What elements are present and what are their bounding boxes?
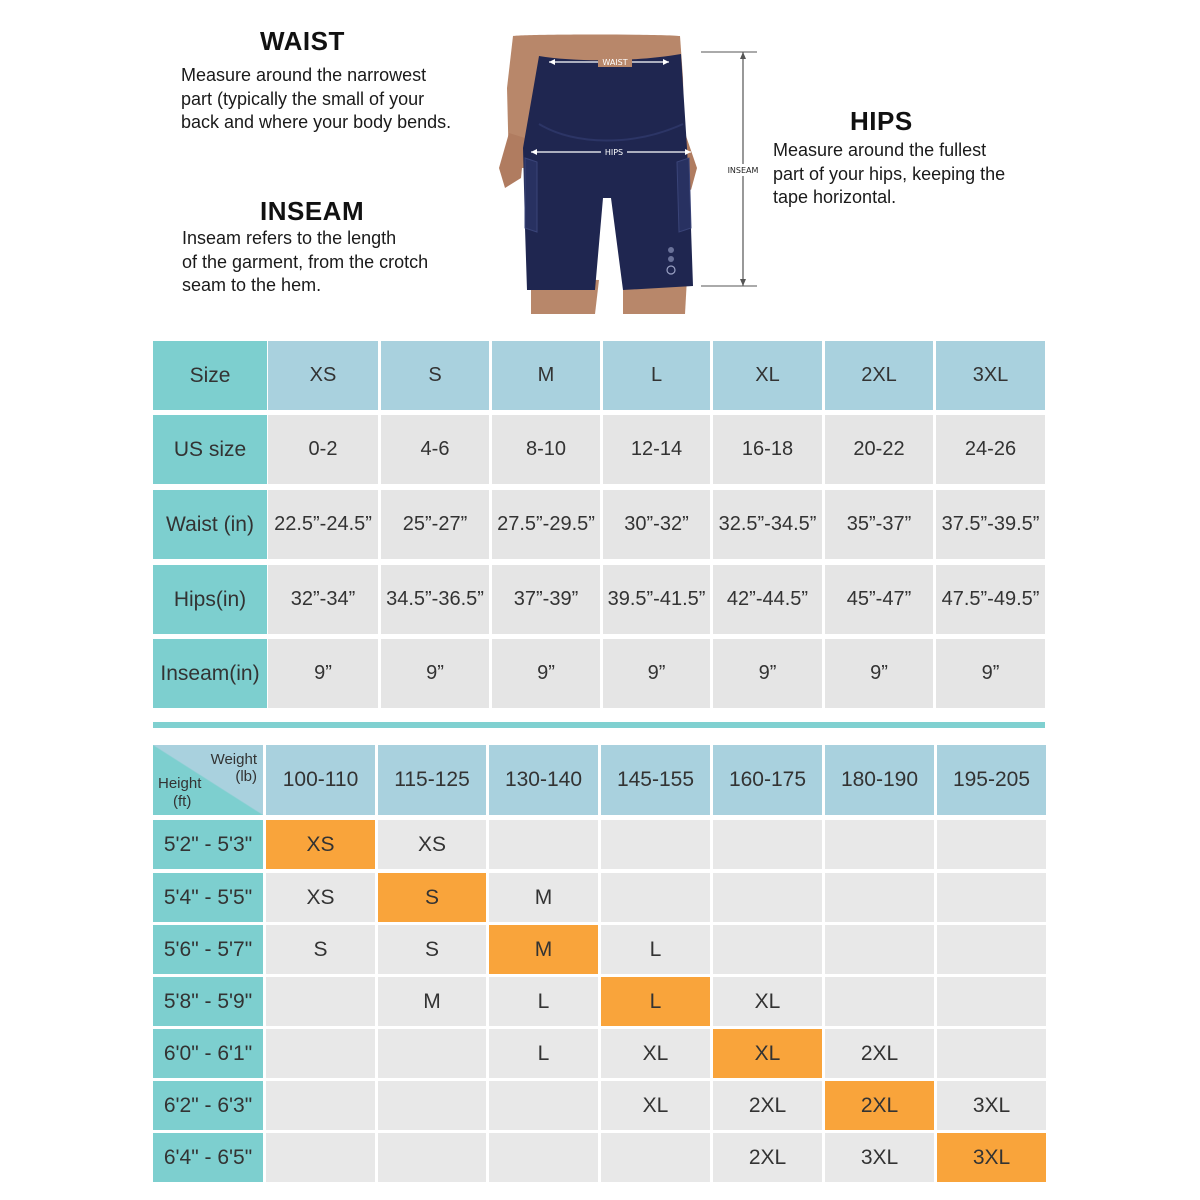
- waist-description: [181, 64, 451, 135]
- left-hand: [499, 133, 525, 188]
- corner-weight-label: Weight: [210, 751, 257, 768]
- shorts: [523, 54, 693, 290]
- waist-figure-label: WAIST: [602, 58, 628, 67]
- fit-table-cell: 2XL: [713, 1081, 822, 1130]
- fit-table-cell: [266, 1133, 375, 1182]
- shorts-figure: [495, 28, 775, 318]
- corner-height-label: Height: [158, 775, 202, 792]
- hips-figure-label: HIPS: [604, 148, 624, 157]
- fit-table-cell: [825, 977, 934, 1026]
- height-row-label: 5'2" - 5'3": [153, 820, 263, 869]
- height-row-label: 6'4" - 6'5": [153, 1133, 263, 1182]
- waist-line-1: Measure around the narrowest: [181, 65, 427, 85]
- fit-table-cell: [825, 820, 934, 869]
- size-row-label: Inseam(in): [153, 639, 267, 708]
- fit-table-cell: [937, 820, 1046, 869]
- hips-line-2: part of your hips, keeping the: [773, 163, 1006, 184]
- hips-heading: HIPS: [850, 106, 913, 136]
- height-row-label: 5'4" - 5'5": [153, 873, 263, 922]
- fit-table-cell: 2XL: [825, 1029, 934, 1078]
- size-header-cell: 2XL: [825, 341, 933, 410]
- fit-table-cell: [825, 925, 934, 974]
- waist-line-3: back and where your body bends.: [181, 112, 452, 132]
- size-header-cell: XL: [713, 341, 822, 410]
- fit-table-cell: XL: [601, 1081, 710, 1130]
- fit-table-cell: [713, 873, 822, 922]
- height-row-label: 5'6" - 5'7": [153, 925, 263, 974]
- weight-header-cell: 100-110: [266, 745, 375, 815]
- recommended-size-cell: S: [378, 873, 486, 922]
- fit-table-cell: 2XL: [713, 1133, 822, 1182]
- corner-height-unit: (ft): [173, 793, 192, 810]
- fit-table-cell: L: [601, 925, 710, 974]
- fit-table-cell: [378, 1029, 486, 1078]
- fit-table-cell: [266, 1081, 375, 1130]
- inseam-line-3: seam to the hem.: [182, 275, 322, 295]
- recommended-size-cell: XL: [713, 1029, 822, 1078]
- weight-header-cell: 160-175: [713, 745, 822, 815]
- size-table-cell: 9”: [381, 639, 489, 708]
- fit-table-cell: [937, 977, 1046, 1026]
- fit-table-cell: XS: [378, 820, 486, 869]
- fit-table-cell: 3XL: [937, 1081, 1046, 1130]
- weight-header-cell: 115-125: [378, 745, 486, 815]
- size-table-cell: 39.5”-41.5”: [603, 565, 710, 634]
- hips-line-3: tape horizontal.: [773, 187, 897, 207]
- logo-dot-2: [668, 256, 674, 262]
- size-table-cell: 37”-39”: [492, 565, 600, 634]
- waist-line-2: part (typically the small of your: [181, 88, 425, 109]
- size-table-cell: 9”: [268, 639, 378, 708]
- size-table-cell: 12-14: [603, 415, 710, 484]
- fit-table-cell: M: [378, 977, 486, 1026]
- fit-table-cell: [489, 1133, 598, 1182]
- fit-table-cell: [601, 873, 710, 922]
- fit-table-cell: [378, 1133, 486, 1182]
- fit-table-cell: [937, 873, 1046, 922]
- logo-dot-1: [668, 247, 674, 253]
- fit-table-cell: [937, 925, 1046, 974]
- hips-description: [773, 139, 1005, 210]
- size-header-cell: XS: [268, 341, 378, 410]
- size-header-cell: 3XL: [936, 341, 1045, 410]
- recommended-size-cell: 3XL: [937, 1133, 1046, 1182]
- inseam-line-2: of the garment, from the crotch: [182, 251, 429, 272]
- fit-table-corner: [153, 745, 263, 815]
- size-table-cell: 9”: [603, 639, 710, 708]
- fit-table-cell: S: [378, 925, 486, 974]
- weight-header-cell: 130-140: [489, 745, 598, 815]
- size-table-cell: 35”-37”: [825, 490, 933, 559]
- height-row-label: 6'0" - 6'1": [153, 1029, 263, 1078]
- size-table-cell: 16-18: [713, 415, 822, 484]
- waist-heading: WAIST: [260, 26, 345, 56]
- size-table-cell: 32.5”-34.5”: [713, 490, 822, 559]
- fit-table-cell: XL: [713, 977, 822, 1026]
- size-table-cell: 30”-32”: [603, 490, 710, 559]
- fit-table-cell: [489, 820, 598, 869]
- fit-table-cell: [601, 820, 710, 869]
- left-pocket: [525, 158, 537, 232]
- size-table-cell: 27.5”-29.5”: [492, 490, 600, 559]
- fit-table-cell: XS: [266, 873, 375, 922]
- inseam-heading: INSEAM: [260, 196, 365, 226]
- inseam-figure-label: INSEAM: [727, 166, 759, 175]
- size-row-label: US size: [153, 415, 267, 484]
- fit-table-cell: L: [489, 1029, 598, 1078]
- size-header-cell: L: [603, 341, 710, 410]
- size-header-cell: S: [381, 341, 489, 410]
- fit-table-cell: L: [489, 977, 598, 1026]
- hips-line-1: Measure around the fullest: [773, 140, 987, 160]
- size-header-cell: M: [492, 341, 600, 410]
- size-table-cell: 34.5”-36.5”: [381, 565, 489, 634]
- inseam-line-1: Inseam refers to the length: [182, 228, 397, 248]
- size-table-cell: 47.5”-49.5”: [936, 565, 1045, 634]
- fit-table-cell: 3XL: [825, 1133, 934, 1182]
- size-table-cell: 9”: [713, 639, 822, 708]
- recommended-size-cell: 2XL: [825, 1081, 934, 1130]
- size-header-label: Size: [153, 341, 267, 410]
- size-table-cell: 8-10: [492, 415, 600, 484]
- fit-table-cell: [489, 1081, 598, 1130]
- size-table-cell: 4-6: [381, 415, 489, 484]
- corner-weight-unit: (lb): [235, 768, 257, 785]
- height-row-label: 6'2" - 6'3": [153, 1081, 263, 1130]
- fit-table-cell: [601, 1133, 710, 1182]
- size-table-cell: 24-26: [936, 415, 1045, 484]
- size-table-cell: 20-22: [825, 415, 933, 484]
- height-row-label: 5'8" - 5'9": [153, 977, 263, 1026]
- weight-header-cell: 195-205: [937, 745, 1046, 815]
- fit-table-cell: [713, 820, 822, 869]
- table-divider: [153, 722, 1045, 728]
- size-table-cell: 45”-47”: [825, 565, 933, 634]
- recommended-size-cell: M: [489, 925, 598, 974]
- size-table-cell: 37.5”-39.5”: [936, 490, 1045, 559]
- weight-header-cell: 145-155: [601, 745, 710, 815]
- right-pocket: [677, 158, 691, 232]
- recommended-size-cell: L: [601, 977, 710, 1026]
- fit-table-cell: S: [266, 925, 375, 974]
- fit-table-cell: [266, 1029, 375, 1078]
- size-table-cell: 42”-44.5”: [713, 565, 822, 634]
- weight-header-cell: 180-190: [825, 745, 934, 815]
- size-row-label: Waist (in): [153, 490, 267, 559]
- size-table-cell: 32”-34”: [268, 565, 378, 634]
- fit-table-cell: M: [489, 873, 598, 922]
- size-table-cell: 9”: [825, 639, 933, 708]
- inseam-description: [182, 227, 428, 298]
- fit-table-cell: [266, 977, 375, 1026]
- size-table-cell: 9”: [492, 639, 600, 708]
- recommended-size-cell: XS: [266, 820, 375, 869]
- size-table-cell: 0-2: [268, 415, 378, 484]
- fit-table-cell: XL: [601, 1029, 710, 1078]
- size-table-cell: 9”: [936, 639, 1045, 708]
- fit-table-cell: [825, 873, 934, 922]
- fit-table-cell: [713, 925, 822, 974]
- size-table-cell: 25”-27”: [381, 490, 489, 559]
- size-row-label: Hips(in): [153, 565, 267, 634]
- fit-table-cell: [378, 1081, 486, 1130]
- size-table-cell: 22.5”-24.5”: [268, 490, 378, 559]
- fit-table-cell: [937, 1029, 1046, 1078]
